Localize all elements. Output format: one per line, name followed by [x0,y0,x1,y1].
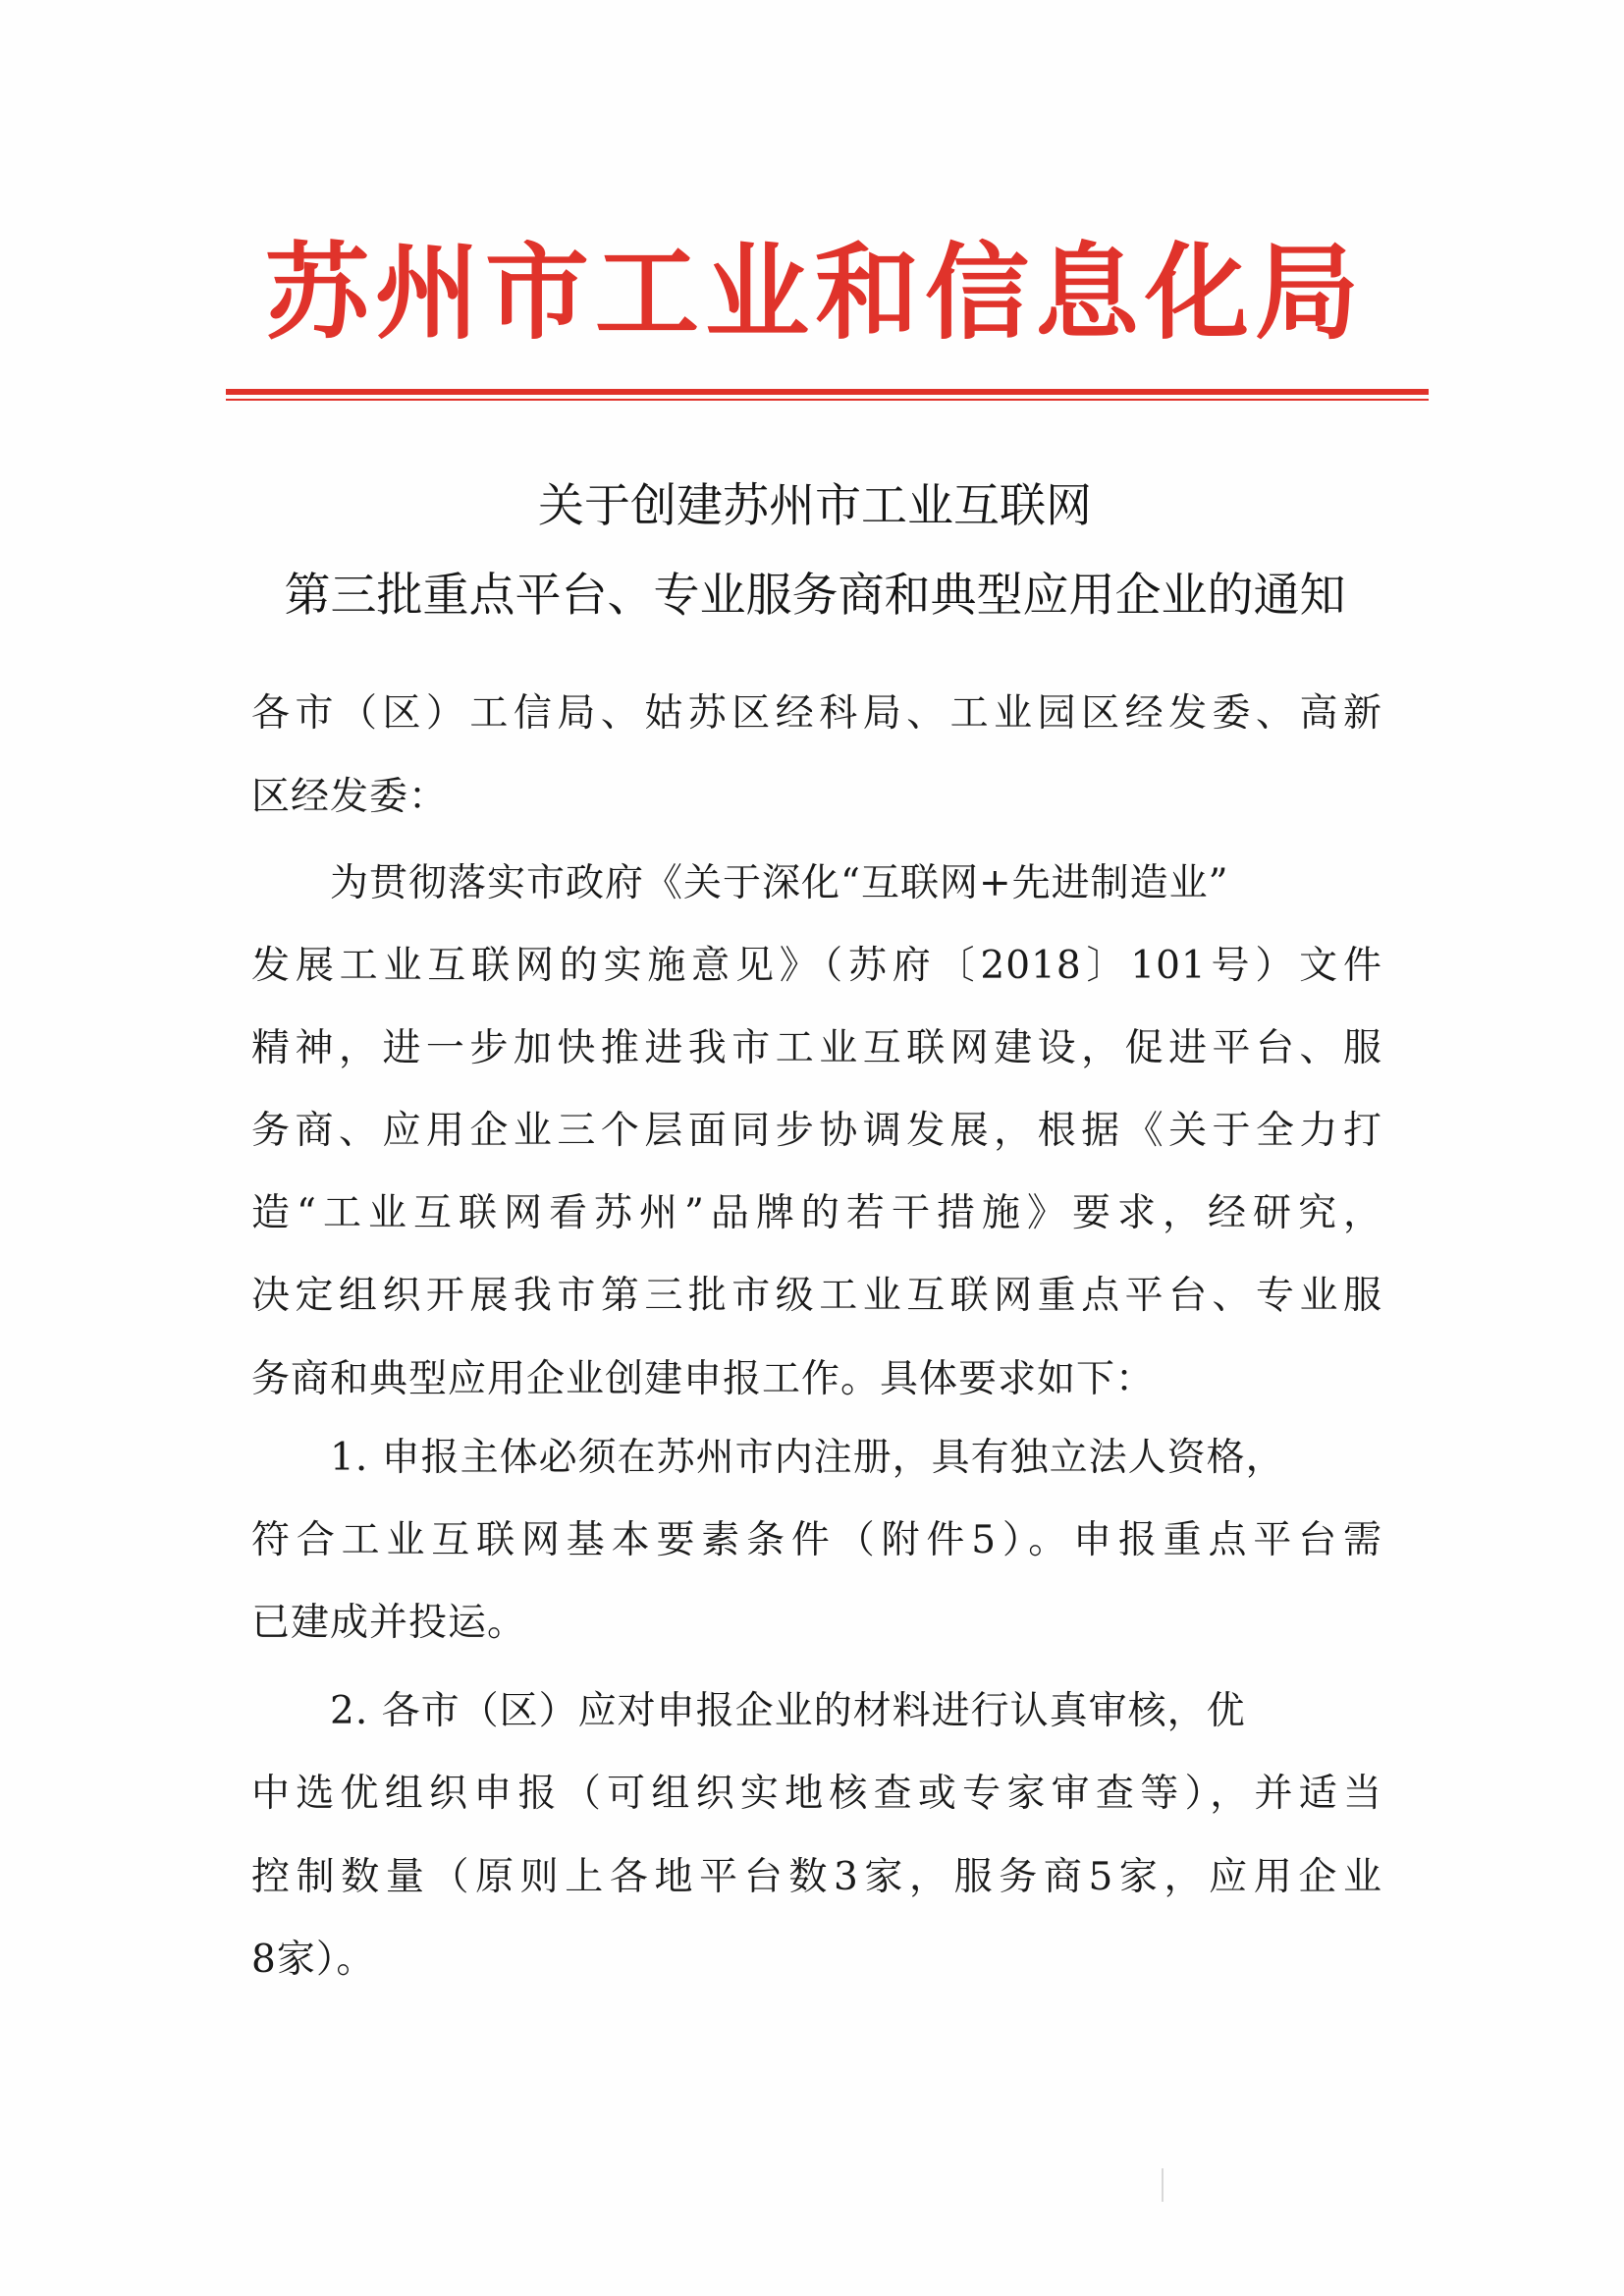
paragraph1-line-7: 务商和典型应用企业创建申报工作。具体要求如下： [251,1357,1156,1401]
letterhead-rule-thin [226,399,1429,401]
paragraph1-line-2: 发展工业互联网的实施意见》（苏府〔2018〕101号）文件 [251,944,1382,988]
item2-line-3: 控制数量（原则上各地平台数3家，服务商5家，应用企业 [251,1855,1382,1899]
item2-line-1: 2. 各市（区）应对申报企业的材料进行认真审核，优 [330,1689,1246,1733]
paragraph1-line-6: 决定组织开展我市第三批市级工业互联网重点平台、专业服 [251,1274,1382,1318]
item1-line-1: 1. 申报主体必须在苏州市内注册，具有独立法人资格， [330,1436,1285,1480]
paragraph1-line-5: 造“工业互联网看苏州”品牌的若干措施》要求，经研究， [251,1191,1382,1235]
paragraph1-line-3: 精神，进一步加快推进我市工业互联网建设，促进平台、服 [251,1026,1382,1070]
item1-line-2: 符合工业互联网基本要素条件（附件5）。申报重点平台需 [251,1518,1382,1562]
item2-line-4: 8家）。 [251,1938,376,1982]
addressee-line-2: 区经发委： [251,775,449,819]
item1-line-3: 已建成并投运。 [251,1601,527,1645]
scan-artifact-mark [1162,2168,1164,2202]
addressee-line-1: 各市（区）工信局、姑苏区经科局、工业园区经发委、高新 [251,691,1382,736]
item2-line-2: 中选优组织申报（可组织实地核查或专家审查等），并适当 [251,1772,1382,1816]
paragraph1-line-1: 为贯彻落实市政府《关于深化“互联网+先进制造业” [330,861,1229,905]
letterhead-title: 苏州市工业和信息化局 [265,231,1365,354]
letterhead-rule-thick [226,389,1429,395]
document-title-line-1: 关于创建苏州市工业互联网 [538,479,1092,533]
document-title-line-2: 第三批重点平台、专业服务商和典型应用企业的通知 [284,569,1346,623]
paragraph1-line-4: 务商、应用企业三个层面同步协调发展，根据《关于全力打 [251,1109,1382,1153]
